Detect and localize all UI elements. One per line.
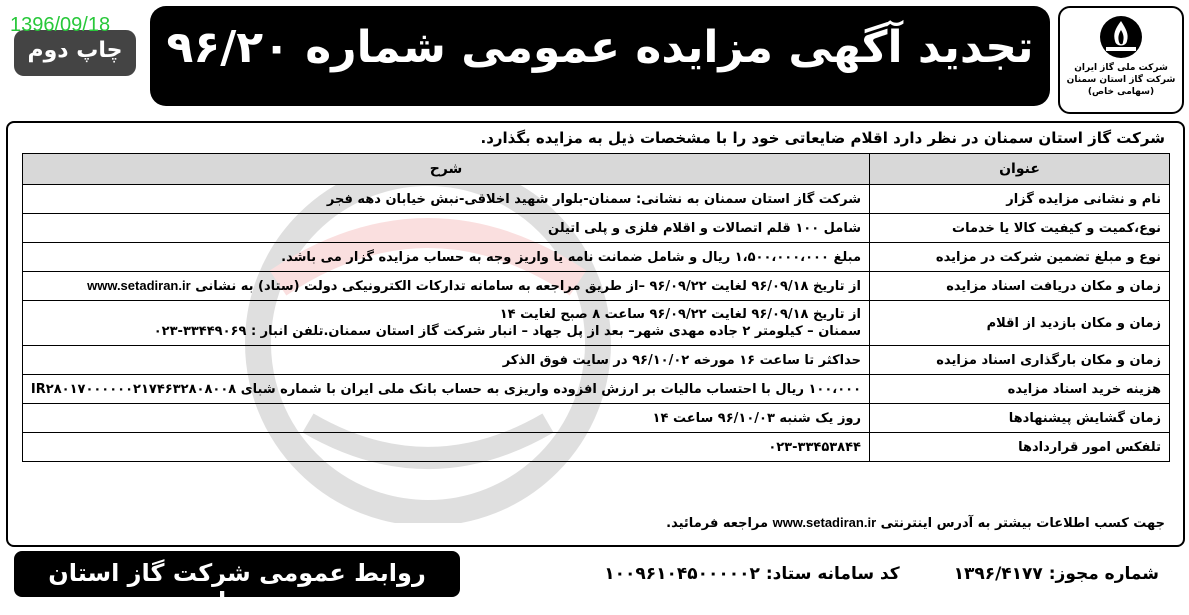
row-description: ۰۲۳-۳۳۴۵۳۸۴۴ bbox=[23, 433, 870, 462]
table-row bbox=[23, 404, 1170, 433]
row-description bbox=[23, 301, 870, 346]
setad-code: کد سامانه ستاد: ۱۰۰۹۶۱۰۴۵۰۰۰۰۰۲ bbox=[604, 564, 900, 584]
row-description: شامل ۱۰۰ قلم اتصالات و اقلام فلزی و پلی اتیلن bbox=[23, 214, 870, 243]
notice-body bbox=[6, 121, 1185, 547]
row-title: تلفکس امور قراردادها bbox=[870, 433, 1170, 462]
table-row bbox=[23, 375, 1170, 404]
logo-line: شرکت گاز استان سمنان bbox=[1066, 75, 1176, 85]
table-row bbox=[23, 185, 1170, 214]
title-banner bbox=[150, 6, 1050, 106]
intro-text: شرکت گاز استان سمنان در نظر دارد اقلام ضایعاتی خود را با مشخصات ذیل به مزایده بگذارد. bbox=[480, 129, 1165, 147]
row-title: زمان و مکان دریافت اسناد مزایده bbox=[870, 272, 1170, 301]
company-logo bbox=[1058, 6, 1184, 114]
table-row bbox=[23, 433, 1170, 462]
details-table bbox=[22, 153, 1170, 462]
row-description-text: از تاریخ ۹۶/۰۹/۱۸ لغایت ۹۶/۰۹/۲۲ –از طریق مراجعه به سامانه تدارکات الکترونیکی دولت (ستاد) به نشانی bbox=[195, 279, 861, 294]
logo-line: شرکت ملی گاز ایران bbox=[1074, 63, 1168, 73]
gas-company-logo-icon bbox=[1098, 14, 1144, 60]
footer-banner bbox=[14, 551, 460, 615]
notice-title: تجدید آگهی مزایده عمومی شماره ۹۶/۲۰ bbox=[166, 22, 1034, 73]
row-description-line: از تاریخ ۹۶/۰۹/۱۸ لغایت ۹۶/۰۹/۲۲ ساعت ۸ صبح لغایت ۱۴ bbox=[499, 307, 861, 322]
footer-title: روابط عمومی شرکت گاز استان سمنان bbox=[48, 559, 426, 615]
footnote-text: جهت کسب اطلاعات بیشتر به آدرس اینترنتی bbox=[880, 516, 1165, 531]
license-number: شماره مجوز: ۱۳۹۶/۴۱۷۷ bbox=[953, 564, 1159, 584]
column-header-title: عنوان bbox=[870, 154, 1170, 185]
table-row bbox=[23, 346, 1170, 375]
row-description: ۱۰۰،۰۰۰ ریال با احتساب مالیات بر ارزش افزوده واریزی به حساب بانک ملی ایران با شماره شبای IR۲۸۰۱۷۰۰۰۰۰۰۲۱۷۴۶۳۲۸۰۸۰۰۸ bbox=[23, 375, 870, 404]
table-header-row bbox=[23, 154, 1170, 185]
table-row bbox=[23, 243, 1170, 272]
row-title: نام و نشانی مزایده گزار bbox=[870, 185, 1170, 214]
footnote bbox=[666, 515, 1165, 531]
setadiran-link[interactable]: www.setadiran.ir bbox=[87, 278, 191, 293]
row-description-line: سمنان – کیلومتر ۲ جاده مهدی شهر– بعد از پل جهاد – انبار شرکت گاز استان سمنان.تلفن انبار : ۳۳۴۴۹۰۶۹-۰۲۳ bbox=[153, 324, 861, 339]
footnote-text-end: مراجعه فرمائید. bbox=[666, 516, 769, 531]
logo-line: (سهامی خاص) bbox=[1087, 87, 1155, 97]
table-row bbox=[23, 214, 1170, 243]
row-description bbox=[23, 272, 870, 301]
row-description: روز یک شنبه ۹۶/۱۰/۰۳ ساعت ۱۴ bbox=[23, 404, 870, 433]
table-row bbox=[23, 272, 1170, 301]
date-stamp: 1396/09/18 bbox=[10, 14, 111, 36]
row-title: زمان و مکان بازدید از اقلام bbox=[870, 301, 1170, 346]
print-edition-label: چاپ دوم bbox=[27, 38, 123, 63]
row-description: حداکثر تا ساعت ۱۶ مورخه ۹۶/۱۰/۰۲ در سایت فوق الذکر bbox=[23, 346, 870, 375]
row-description: شرکت گاز استان سمنان به نشانی: سمنان-بلوار شهید اخلاقی-نبش خیابان دهه فجر bbox=[23, 185, 870, 214]
row-title: هزینه خرید اسناد مزایده bbox=[870, 375, 1170, 404]
footer-meta bbox=[556, 564, 1159, 584]
row-title: نوع،کمیت و کیفیت کالا یا خدمات bbox=[870, 214, 1170, 243]
row-title: زمان و مکان بارگذاری اسناد مزایده bbox=[870, 346, 1170, 375]
logo-caption bbox=[1064, 62, 1178, 98]
column-header-description: شرح bbox=[23, 154, 870, 185]
row-description: مبلغ ۱،۵۰۰،۰۰۰،۰۰۰ ریال و شامل ضمانت نامه یا واریز وجه به حساب مزایده گزار می باشد. bbox=[23, 243, 870, 272]
row-title: نوع و مبلغ تضمین شرکت در مزایده bbox=[870, 243, 1170, 272]
table-row bbox=[23, 301, 1170, 346]
header bbox=[0, 0, 1189, 115]
footnote-link[interactable]: www.setadiran.ir bbox=[772, 515, 877, 530]
row-title: زمان گشایش پیشنهادها bbox=[870, 404, 1170, 433]
